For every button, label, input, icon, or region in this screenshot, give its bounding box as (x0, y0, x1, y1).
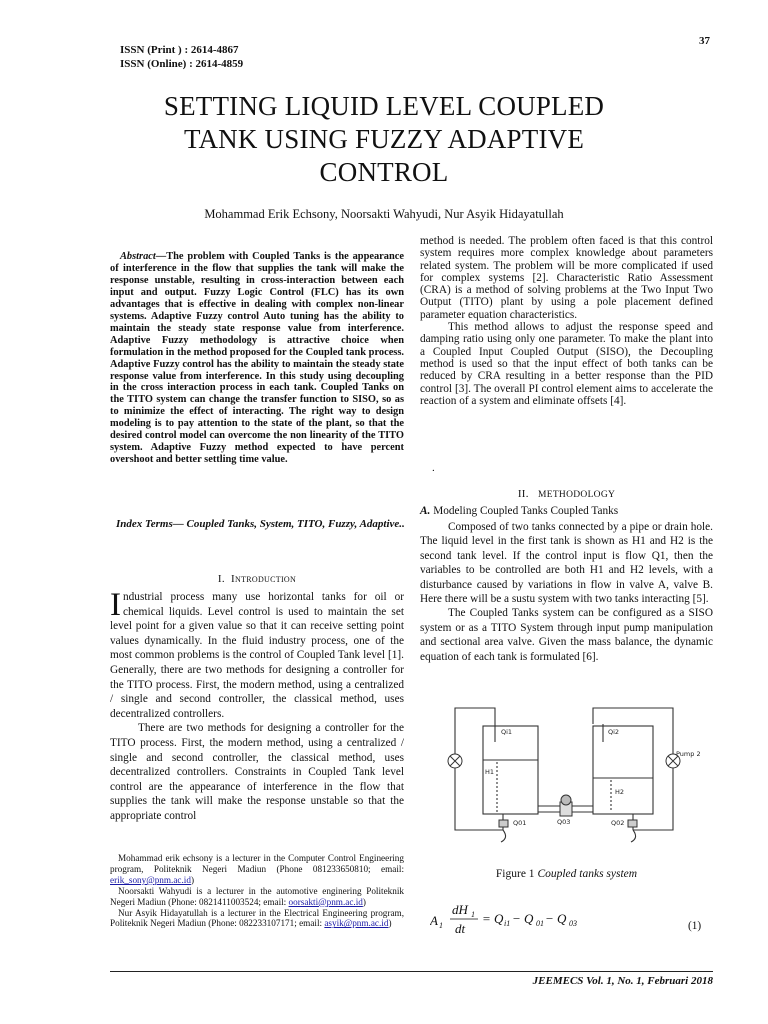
page-number: 37 (699, 35, 710, 47)
eq-rhs-sub-3: 03 (569, 919, 577, 928)
drop-cap: I (110, 587, 121, 623)
stray-dot: . (432, 462, 435, 474)
title-line-2: TANK USING FUZZY ADAPTIVE (183, 124, 585, 154)
methodology-paragraph-2: The Coupled Tanks system can be configured as a SISO system or as a TITO System through input pump manipulation and sectional area valve. Given the mass balance, the dynamic equation of each tank is formulated [6]. (420, 607, 713, 663)
left-return-pipe (455, 768, 503, 830)
eq-denominator: dt (455, 921, 466, 936)
paper-title (110, 90, 658, 189)
valve-c-icon (628, 820, 637, 827)
eq-minus-1: − Q (512, 911, 534, 926)
subsection-heading (420, 505, 618, 517)
issn-online: ISSN (Online) : 2614-4859 (120, 58, 244, 70)
right-inlet-pipe (593, 708, 673, 754)
right-column-text (420, 235, 713, 407)
eq-lhs-sub: 1 (439, 921, 443, 930)
footnote-1-email-link[interactable]: erik_sony@pnm.ac.id (110, 874, 191, 885)
footnote-2-end: ) (362, 896, 366, 907)
author-footnotes (110, 853, 404, 929)
eq-num-sub: 1 (471, 910, 475, 919)
methodology-heading-number: II. (517, 488, 529, 500)
footnote-3-email-link[interactable]: asyik@pnm.ac.id (324, 918, 389, 929)
subsection-title: Modeling Coupled Tanks Coupled Tanks (433, 505, 619, 517)
footnote-3-end: ) (388, 918, 392, 929)
abstract-text: —The problem with Coupled Tanks is the appearance of interference in the flow that supplies the tank will make the response unstable, resulting in cross-interaction between each input and output. Fuzzy Logic Control (FLC) has its own advantages that is effective in dealing with complex non-linear systems. Adaptive Fuzzy control Auto tuning has the ability to maintain the steady state response value from interference. Adaptive Fuzzy methodology is attractive choice when formulation in the method proposed for the Coupled tank process. Adaptive Fuzzy control has the ability to maintain the steady state response value from interference. In this study using decoupling in the cross interaction process in each tank. Coupled Tanks on the TITO system can change the transfer function to SISO, so as to minimize the effect of interacting. The right way to design modeling is to pay attention to the state of the plant, so that the desired control model can overcome the non linearity of the TITO system. Adaptive Fuzzy method expected to have percent overshoot and better settling time value. (110, 251, 404, 466)
footnote-3-text: Nur Asyik Hidayatullah is a lecturer in the Electrical Engineering program, Politeknik Negeri Madiun (Phone: 082233107171; email: (110, 907, 404, 929)
equation-1 (430, 898, 713, 938)
eq-lhs-coef: A (430, 913, 438, 928)
title-line-1: SETTING LIQUID LEVEL COUPLED (163, 91, 605, 121)
subsection-letter: A. (420, 505, 431, 517)
label-h1: H1 (485, 768, 495, 776)
figure-caption (420, 868, 713, 880)
caption-text: Coupled tanks system (537, 868, 638, 880)
footnote-1-text: Mohammad erik echsony is a lecturer in the Computer Control Engineering program, Politeknik Negeri Madiun (Phone 081233650810; email: (110, 853, 404, 874)
index-terms: Index Terms— Coupled Tanks, System, TITO, Fuzzy, Adaptive.. (116, 518, 405, 530)
valve-b-icon (499, 820, 508, 827)
right-paragraph-1: method is needed. The problem often faced is that this control system requires more complex knowledge about parameters related system. The problem will be more complicated if used for complex systems [2]. Characteristic Ratio Assessment (CRA) is a method of solving problems at the Two Input Two Output (TITO) plant by using a pole placement defined parameter equation characteristics. (420, 235, 713, 321)
introduction-body (110, 587, 404, 824)
methodology-heading-text: METHODOLOGY (537, 490, 616, 500)
methodology-body (420, 520, 713, 664)
title-line-3: CONTROL (319, 157, 449, 187)
footnote-2 (110, 886, 404, 908)
right-paragraph-2: This method allows to adjust the response speed and damping ratio using only one parameter. To make the plant into a Coupled Input Coupled Output (SISO), the Decoupling method is used so that the input effect of both tanks can be reduced by CRA resulting in a better response than the PID control [3]. The overall PI control element aims to accelerate the reaction of a system and eliminate offsets [4]. (420, 321, 713, 407)
abstract-label: Abstract (120, 251, 156, 262)
label-q03: Q03 (557, 818, 571, 826)
eq-rhs: = Q (482, 911, 504, 926)
coupled-tanks-figure (443, 702, 715, 850)
author-list: Mohammad Erik Echsony, Noorsakti Wahyudi, Nur Asyik Hidayatullah (204, 207, 564, 221)
introduction-heading (110, 573, 404, 585)
introduction-heading-number: I. (217, 573, 225, 585)
footnote-1-end: ) (190, 874, 194, 885)
journal-footer: JEEMECS Vol. 1, No. 1, Februari 2018 (532, 975, 713, 987)
methodology-heading (420, 488, 713, 500)
abstract (110, 251, 404, 466)
label-q02: Q02 (611, 819, 625, 827)
label-qi2: Qi2 (608, 728, 620, 736)
intro-paragraph-1: ndustrial process many use horizontal tanks for oil or chemical liquids. Level control is used to maintain the set level point for a given value so that it can receive setting point values dynamically. In the fluid industry process, one of the most common problems is the control of Coupled Tank level [1]. Generally, there are two methods for designing a controller for the TITO process. First, the modern method, using a centralized / single and second controller, the classical method, uses decentralized controllers. (110, 591, 404, 720)
eq-numerator: dH (452, 902, 468, 917)
label-qi1: Qi1 (501, 728, 513, 736)
footnote-2-text: Noorsakti Wahyudi is a lecturer in the automotive enginering Politeknik Negeri Madiun (Phone: 0821411003524; email: (110, 885, 404, 907)
label-q01: Q01 (513, 819, 527, 827)
left-inlet-pipe (455, 708, 495, 754)
caption-prefix: Figure 1 (495, 868, 538, 880)
intro-paragraph-2: There are two methods for designing a controller for the TITO process. First, the modern method, using a centralized / single and second controller, the classical method, uses decentralized controllers. Constraints in Coupled Tank level control are the appearance of interference in the flow that supplies the tank will make the response unstable so that the appropriate control (110, 722, 404, 822)
eq-rhs-sub-1: i1 (504, 919, 511, 928)
issn-print: ISSN (Print ) : 2614-4867 (120, 44, 239, 56)
issn-block (120, 43, 243, 71)
coupled-tanks-diagram (443, 702, 715, 850)
equation-number: (1) (688, 920, 702, 932)
footnote-1 (110, 853, 404, 886)
introduction-heading-text: Introduction (231, 573, 297, 585)
eq-rhs-sub-2: 01 (536, 919, 544, 928)
equation-render (430, 898, 713, 938)
label-h2: H2 (615, 788, 625, 796)
methodology-paragraph-1: Composed of two tanks connected by a pipe or drain hole. The liquid level in the first tank is shown as H1 and H2 is the second tank level. If the control input is flow Q1, then the variables to be controlled are both H1 and H2 levels, with a disturbance caused by variations in flow in valve A, valve B. Here there will be a sustu system with two tanks interacting [5]. (420, 521, 713, 606)
footer-rule (110, 971, 713, 972)
footnote-3 (110, 908, 404, 930)
eq-minus-2: − Q (545, 911, 567, 926)
label-pump2: Pump 2 (676, 750, 701, 758)
footnote-2-email-link[interactable]: oorsakti@pnm.ac.id (288, 896, 363, 907)
tank-2 (593, 726, 653, 814)
